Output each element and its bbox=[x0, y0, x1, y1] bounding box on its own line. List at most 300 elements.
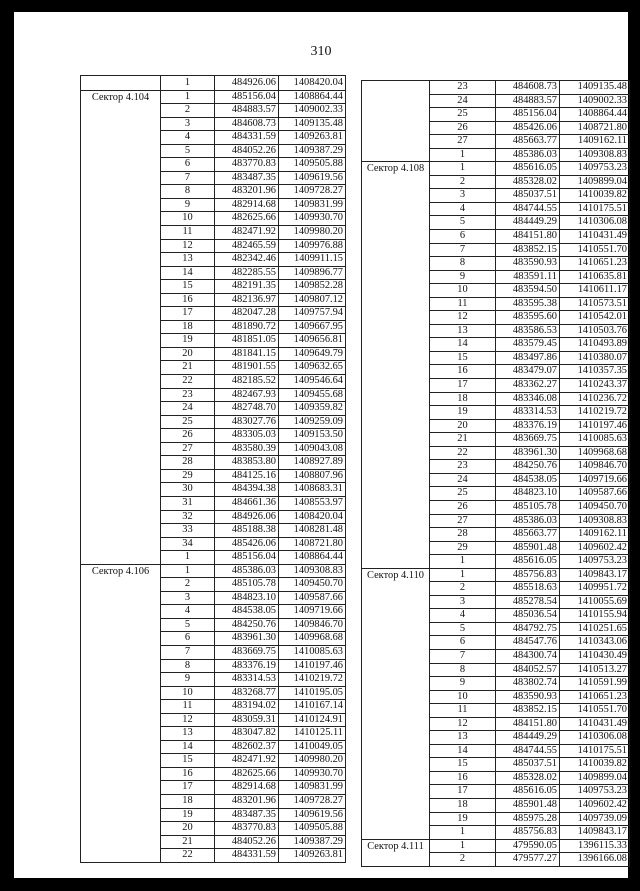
x-coordinate: 483770.83 bbox=[215, 158, 279, 172]
y-coordinate: 1410125.11 bbox=[279, 727, 346, 741]
y-coordinate: 1410306.08 bbox=[560, 216, 630, 230]
y-coordinate: 1409135.48 bbox=[560, 81, 630, 95]
point-number: 10 bbox=[430, 690, 496, 704]
point-number: 3 bbox=[430, 595, 496, 609]
y-coordinate: 1409968.68 bbox=[279, 632, 346, 646]
y-coordinate: 1410175.51 bbox=[560, 202, 630, 216]
point-number: 10 bbox=[161, 686, 215, 700]
x-coordinate: 482185.52 bbox=[215, 375, 279, 389]
sector-label: Сектор 4.104 bbox=[81, 90, 161, 564]
y-coordinate: 1409619.56 bbox=[279, 171, 346, 185]
x-coordinate: 483201.96 bbox=[215, 185, 279, 199]
point-number: 25 bbox=[430, 487, 496, 501]
y-coordinate: 1409505.88 bbox=[279, 158, 346, 172]
x-coordinate: 484792.75 bbox=[496, 622, 560, 636]
point-number: 21 bbox=[161, 835, 215, 849]
x-coordinate: 481890.72 bbox=[215, 320, 279, 334]
y-coordinate: 1408420.04 bbox=[279, 510, 346, 524]
x-coordinate: 484052.57 bbox=[496, 663, 560, 677]
y-coordinate: 1409930.70 bbox=[279, 767, 346, 781]
y-coordinate: 1410551.70 bbox=[560, 243, 630, 257]
y-coordinate: 1410357.35 bbox=[560, 365, 630, 379]
y-coordinate: 1410343.06 bbox=[560, 636, 630, 650]
x-coordinate: 485386.03 bbox=[496, 514, 560, 528]
x-coordinate: 485426.06 bbox=[215, 537, 279, 551]
x-coordinate: 485663.77 bbox=[496, 528, 560, 542]
y-coordinate: 1409951.72 bbox=[560, 582, 630, 596]
y-coordinate: 1409980.20 bbox=[279, 226, 346, 240]
x-coordinate: 484331.59 bbox=[215, 849, 279, 863]
point-number: 16 bbox=[430, 365, 496, 379]
x-coordinate: 484608.73 bbox=[496, 81, 560, 95]
y-coordinate: 1409632.65 bbox=[279, 361, 346, 375]
y-coordinate: 1409263.81 bbox=[279, 849, 346, 863]
y-coordinate: 1410085.63 bbox=[279, 645, 346, 659]
y-coordinate: 1410573.51 bbox=[560, 297, 630, 311]
point-number: 14 bbox=[161, 740, 215, 754]
y-coordinate: 1409831.99 bbox=[279, 198, 346, 212]
sector-label: Сектор 4.111 bbox=[362, 839, 430, 866]
x-coordinate: 484449.29 bbox=[496, 731, 560, 745]
point-number: 17 bbox=[161, 781, 215, 795]
y-coordinate: 1409911.15 bbox=[279, 253, 346, 267]
point-number: 27 bbox=[430, 514, 496, 528]
point-number: 23 bbox=[430, 460, 496, 474]
x-coordinate: 481851.05 bbox=[215, 334, 279, 348]
x-coordinate: 485616.05 bbox=[496, 785, 560, 799]
y-coordinate: 1409739.09 bbox=[560, 812, 630, 826]
point-number: 24 bbox=[161, 402, 215, 416]
point-number: 7 bbox=[430, 649, 496, 663]
x-coordinate: 483580.39 bbox=[215, 442, 279, 456]
y-coordinate: 1410167.14 bbox=[279, 700, 346, 714]
point-number: 12 bbox=[161, 239, 215, 253]
x-coordinate: 485328.02 bbox=[496, 175, 560, 189]
x-coordinate: 484449.29 bbox=[496, 216, 560, 230]
x-coordinate: 484538.05 bbox=[496, 473, 560, 487]
y-coordinate: 1409546.64 bbox=[279, 375, 346, 389]
x-coordinate: 484883.57 bbox=[215, 104, 279, 118]
point-number: 25 bbox=[430, 108, 496, 122]
table-row bbox=[81, 76, 346, 91]
sector-label bbox=[362, 81, 430, 162]
point-number: 3 bbox=[161, 591, 215, 605]
table-row bbox=[362, 81, 630, 95]
x-coordinate: 485426.06 bbox=[496, 121, 560, 135]
point-number: 16 bbox=[161, 767, 215, 781]
point-number: 19 bbox=[430, 406, 496, 420]
point-number: 5 bbox=[430, 216, 496, 230]
y-coordinate: 1410503.76 bbox=[560, 324, 630, 338]
point-number: 12 bbox=[161, 713, 215, 727]
x-coordinate: 482471.92 bbox=[215, 754, 279, 768]
point-number: 10 bbox=[161, 212, 215, 226]
point-number: 22 bbox=[161, 849, 215, 863]
point-number: 19 bbox=[161, 334, 215, 348]
x-coordinate: 482602.37 bbox=[215, 740, 279, 754]
point-number: 22 bbox=[430, 446, 496, 460]
point-number: 24 bbox=[430, 473, 496, 487]
point-number: 12 bbox=[430, 717, 496, 731]
point-number: 34 bbox=[161, 537, 215, 551]
y-coordinate: 1409846.70 bbox=[279, 618, 346, 632]
point-number: 4 bbox=[430, 202, 496, 216]
point-number: 8 bbox=[430, 663, 496, 677]
y-coordinate: 1409387.29 bbox=[279, 835, 346, 849]
x-coordinate: 484608.73 bbox=[215, 117, 279, 131]
x-coordinate: 483591.11 bbox=[496, 270, 560, 284]
point-number: 31 bbox=[161, 496, 215, 510]
x-coordinate: 483314.53 bbox=[215, 673, 279, 687]
x-coordinate: 483669.75 bbox=[496, 433, 560, 447]
y-coordinate: 1409308.83 bbox=[279, 564, 346, 578]
x-coordinate: 484744.55 bbox=[496, 202, 560, 216]
x-coordinate: 485188.38 bbox=[215, 524, 279, 538]
y-coordinate: 1410175.51 bbox=[560, 744, 630, 758]
table-row bbox=[362, 162, 630, 176]
x-coordinate: 483376.19 bbox=[215, 659, 279, 673]
y-coordinate: 1409162.11 bbox=[560, 528, 630, 542]
y-coordinate: 1409162.11 bbox=[560, 135, 630, 149]
x-coordinate: 482471.92 bbox=[215, 226, 279, 240]
point-number: 11 bbox=[430, 704, 496, 718]
point-number: 11 bbox=[161, 700, 215, 714]
point-number: 11 bbox=[161, 226, 215, 240]
y-coordinate: 1408864.44 bbox=[560, 108, 630, 122]
point-number: 18 bbox=[430, 798, 496, 812]
x-coordinate: 479577.27 bbox=[496, 853, 560, 867]
x-coordinate: 484883.57 bbox=[496, 94, 560, 108]
x-coordinate: 485328.02 bbox=[496, 771, 560, 785]
point-number: 14 bbox=[430, 744, 496, 758]
y-coordinate: 1409455.68 bbox=[279, 388, 346, 402]
point-number: 1 bbox=[430, 555, 496, 569]
x-coordinate: 483595.60 bbox=[496, 311, 560, 325]
y-coordinate: 1409896.77 bbox=[279, 266, 346, 280]
y-coordinate: 1408721.80 bbox=[560, 121, 630, 135]
point-number: 12 bbox=[430, 311, 496, 325]
point-number: 8 bbox=[161, 659, 215, 673]
x-coordinate: 485975.28 bbox=[496, 812, 560, 826]
point-number: 21 bbox=[430, 433, 496, 447]
y-coordinate: 1410251.65 bbox=[560, 622, 630, 636]
point-number: 27 bbox=[430, 135, 496, 149]
point-number: 6 bbox=[430, 230, 496, 244]
point-number: 10 bbox=[430, 284, 496, 298]
y-coordinate: 1409450.70 bbox=[279, 578, 346, 592]
x-coordinate: 484538.05 bbox=[215, 605, 279, 619]
point-number: 6 bbox=[161, 632, 215, 646]
point-number: 2 bbox=[430, 853, 496, 867]
y-coordinate: 1409602.42 bbox=[560, 541, 630, 555]
y-coordinate: 1409899.04 bbox=[560, 771, 630, 785]
point-number: 1 bbox=[430, 568, 496, 582]
y-coordinate: 1409852.28 bbox=[279, 280, 346, 294]
x-coordinate: 485156.04 bbox=[496, 108, 560, 122]
point-number: 29 bbox=[161, 469, 215, 483]
point-number: 6 bbox=[430, 636, 496, 650]
x-coordinate: 483497.86 bbox=[496, 351, 560, 365]
y-coordinate: 1410591.99 bbox=[560, 677, 630, 691]
x-coordinate: 479590.05 bbox=[496, 839, 560, 853]
point-number: 23 bbox=[430, 81, 496, 95]
y-coordinate: 1396166.08 bbox=[560, 853, 630, 867]
point-number: 18 bbox=[430, 392, 496, 406]
point-number: 1 bbox=[161, 551, 215, 565]
point-number: 2 bbox=[430, 582, 496, 596]
x-coordinate: 482285.55 bbox=[215, 266, 279, 280]
y-coordinate: 1410243.37 bbox=[560, 379, 630, 393]
point-number: 33 bbox=[161, 524, 215, 538]
x-coordinate: 483594.50 bbox=[496, 284, 560, 298]
point-number: 17 bbox=[430, 785, 496, 799]
point-number: 20 bbox=[161, 822, 215, 836]
y-coordinate: 1410493.89 bbox=[560, 338, 630, 352]
table-row bbox=[362, 839, 630, 853]
point-number: 5 bbox=[161, 144, 215, 158]
y-coordinate: 1410197.46 bbox=[560, 419, 630, 433]
point-number: 11 bbox=[430, 297, 496, 311]
x-coordinate: 484052.26 bbox=[215, 835, 279, 849]
y-coordinate: 1408864.44 bbox=[279, 551, 346, 565]
point-number: 26 bbox=[430, 121, 496, 135]
y-coordinate: 1409757.94 bbox=[279, 307, 346, 321]
x-coordinate: 483201.96 bbox=[215, 794, 279, 808]
y-coordinate: 1409619.56 bbox=[279, 808, 346, 822]
point-number: 7 bbox=[161, 171, 215, 185]
y-coordinate: 1409976.88 bbox=[279, 239, 346, 253]
y-coordinate: 1409753.23 bbox=[560, 555, 630, 569]
x-coordinate: 482748.70 bbox=[215, 402, 279, 416]
x-coordinate: 483346.08 bbox=[496, 392, 560, 406]
y-coordinate: 1409728.27 bbox=[279, 794, 346, 808]
x-coordinate: 482625.66 bbox=[215, 212, 279, 226]
x-coordinate: 484926.06 bbox=[215, 510, 279, 524]
y-coordinate: 1410195.05 bbox=[279, 686, 346, 700]
y-coordinate: 1409753.23 bbox=[560, 785, 630, 799]
x-coordinate: 483590.93 bbox=[496, 690, 560, 704]
point-number: 2 bbox=[161, 104, 215, 118]
x-coordinate: 485756.83 bbox=[496, 568, 560, 582]
point-number: 2 bbox=[161, 578, 215, 592]
y-coordinate: 1409002.33 bbox=[560, 94, 630, 108]
sector-label: Сектор 4.108 bbox=[362, 162, 430, 568]
point-number: 16 bbox=[430, 771, 496, 785]
x-coordinate: 483487.35 bbox=[215, 808, 279, 822]
x-coordinate: 481901.55 bbox=[215, 361, 279, 375]
point-number: 29 bbox=[430, 541, 496, 555]
x-coordinate: 484394.38 bbox=[215, 483, 279, 497]
y-coordinate: 1408721.80 bbox=[279, 537, 346, 551]
x-coordinate: 485386.03 bbox=[215, 564, 279, 578]
x-coordinate: 484151.80 bbox=[496, 717, 560, 731]
point-number: 2 bbox=[430, 175, 496, 189]
x-coordinate: 484250.76 bbox=[215, 618, 279, 632]
y-coordinate: 1410651.23 bbox=[560, 690, 630, 704]
point-number: 9 bbox=[161, 198, 215, 212]
x-coordinate: 484823.10 bbox=[215, 591, 279, 605]
point-number: 1 bbox=[161, 90, 215, 104]
y-coordinate: 1410039.82 bbox=[560, 189, 630, 203]
y-coordinate: 1410306.08 bbox=[560, 731, 630, 745]
x-coordinate: 485036.54 bbox=[496, 609, 560, 623]
point-number: 17 bbox=[161, 307, 215, 321]
table-row bbox=[81, 564, 346, 578]
x-coordinate: 483314.53 bbox=[496, 406, 560, 420]
point-number: 24 bbox=[430, 94, 496, 108]
x-coordinate: 483770.83 bbox=[215, 822, 279, 836]
y-coordinate: 1409450.70 bbox=[560, 500, 630, 514]
sector-label: Сектор 4.106 bbox=[81, 564, 161, 862]
point-number: 15 bbox=[430, 758, 496, 772]
point-number: 1 bbox=[161, 76, 215, 91]
y-coordinate: 1408927.89 bbox=[279, 456, 346, 470]
point-number: 20 bbox=[161, 347, 215, 361]
point-number: 8 bbox=[161, 185, 215, 199]
x-coordinate: 484331.59 bbox=[215, 131, 279, 145]
x-coordinate: 483961.30 bbox=[215, 632, 279, 646]
y-coordinate: 1410513.27 bbox=[560, 663, 630, 677]
y-coordinate: 1410430.49 bbox=[560, 649, 630, 663]
point-number: 3 bbox=[430, 189, 496, 203]
y-coordinate: 1410611.17 bbox=[560, 284, 630, 298]
y-coordinate: 1410431.49 bbox=[560, 717, 630, 731]
x-coordinate: 483852.15 bbox=[496, 704, 560, 718]
point-number: 1 bbox=[430, 826, 496, 840]
x-coordinate: 485278.54 bbox=[496, 595, 560, 609]
x-coordinate: 482136.97 bbox=[215, 293, 279, 307]
x-coordinate: 482342.46 bbox=[215, 253, 279, 267]
point-number: 18 bbox=[161, 320, 215, 334]
coordinates-table-right bbox=[361, 80, 630, 867]
y-coordinate: 1409002.33 bbox=[279, 104, 346, 118]
y-coordinate: 1410085.63 bbox=[560, 433, 630, 447]
x-coordinate: 483669.75 bbox=[215, 645, 279, 659]
point-number: 30 bbox=[161, 483, 215, 497]
y-coordinate: 1409043.08 bbox=[279, 442, 346, 456]
coordinates-table-left bbox=[80, 75, 346, 863]
point-number: 3 bbox=[161, 117, 215, 131]
x-coordinate: 484151.80 bbox=[496, 230, 560, 244]
y-coordinate: 1409807.12 bbox=[279, 293, 346, 307]
x-coordinate: 484300.74 bbox=[496, 649, 560, 663]
x-coordinate: 485901.48 bbox=[496, 541, 560, 555]
y-coordinate: 1409387.29 bbox=[279, 144, 346, 158]
x-coordinate: 482914.68 bbox=[215, 198, 279, 212]
x-coordinate: 485105.78 bbox=[496, 500, 560, 514]
point-number: 1 bbox=[430, 839, 496, 853]
x-coordinate: 483027.76 bbox=[215, 415, 279, 429]
y-coordinate: 1409667.95 bbox=[279, 320, 346, 334]
point-number: 4 bbox=[161, 131, 215, 145]
y-coordinate: 1409719.66 bbox=[560, 473, 630, 487]
point-number: 13 bbox=[161, 253, 215, 267]
point-number: 1 bbox=[430, 162, 496, 176]
x-coordinate: 485037.51 bbox=[496, 758, 560, 772]
point-number: 13 bbox=[161, 727, 215, 741]
x-coordinate: 485105.78 bbox=[215, 578, 279, 592]
y-coordinate: 1410431.49 bbox=[560, 230, 630, 244]
point-number: 9 bbox=[430, 270, 496, 284]
y-coordinate: 1409359.82 bbox=[279, 402, 346, 416]
x-coordinate: 484125.16 bbox=[215, 469, 279, 483]
x-coordinate: 482047.28 bbox=[215, 307, 279, 321]
y-coordinate: 1409308.83 bbox=[560, 514, 630, 528]
table-row bbox=[81, 90, 346, 104]
point-number: 6 bbox=[161, 158, 215, 172]
x-coordinate: 482914.68 bbox=[215, 781, 279, 795]
point-number: 14 bbox=[430, 338, 496, 352]
y-coordinate: 1410124.91 bbox=[279, 713, 346, 727]
y-coordinate: 1409843.17 bbox=[560, 568, 630, 582]
y-coordinate: 1409980.20 bbox=[279, 754, 346, 768]
point-number: 8 bbox=[430, 257, 496, 271]
x-coordinate: 485518.63 bbox=[496, 582, 560, 596]
x-coordinate: 483362.27 bbox=[496, 379, 560, 393]
y-coordinate: 1408807.96 bbox=[279, 469, 346, 483]
point-number: 9 bbox=[430, 677, 496, 691]
point-number: 5 bbox=[161, 618, 215, 632]
point-number: 9 bbox=[161, 673, 215, 687]
point-number: 18 bbox=[161, 794, 215, 808]
y-coordinate: 1410542.01 bbox=[560, 311, 630, 325]
y-coordinate: 1410039.82 bbox=[560, 758, 630, 772]
point-number: 25 bbox=[161, 415, 215, 429]
page-number: 310 bbox=[310, 44, 332, 59]
sector-label: Сектор 4.110 bbox=[362, 568, 430, 839]
point-number: 4 bbox=[161, 605, 215, 619]
point-number: 28 bbox=[161, 456, 215, 470]
x-coordinate: 483961.30 bbox=[496, 446, 560, 460]
y-coordinate: 1409602.42 bbox=[560, 798, 630, 812]
point-number: 5 bbox=[430, 622, 496, 636]
y-coordinate: 1409587.66 bbox=[279, 591, 346, 605]
y-coordinate: 1396115.33 bbox=[560, 839, 630, 853]
point-number: 15 bbox=[161, 754, 215, 768]
x-coordinate: 485756.83 bbox=[496, 826, 560, 840]
x-coordinate: 484744.55 bbox=[496, 744, 560, 758]
y-coordinate: 1409135.48 bbox=[279, 117, 346, 131]
point-number: 13 bbox=[430, 324, 496, 338]
x-coordinate: 482191.35 bbox=[215, 280, 279, 294]
y-coordinate: 1409505.88 bbox=[279, 822, 346, 836]
x-coordinate: 484823.10 bbox=[496, 487, 560, 501]
x-coordinate: 482467.93 bbox=[215, 388, 279, 402]
x-coordinate: 485616.05 bbox=[496, 162, 560, 176]
document-page bbox=[14, 12, 628, 878]
point-number: 26 bbox=[161, 429, 215, 443]
point-number: 16 bbox=[161, 293, 215, 307]
x-coordinate: 485901.48 bbox=[496, 798, 560, 812]
x-coordinate: 484547.76 bbox=[496, 636, 560, 650]
x-coordinate: 483479.07 bbox=[496, 365, 560, 379]
y-coordinate: 1409846.70 bbox=[560, 460, 630, 474]
y-coordinate: 1409930.70 bbox=[279, 212, 346, 226]
y-coordinate: 1409899.04 bbox=[560, 175, 630, 189]
point-number: 15 bbox=[161, 280, 215, 294]
x-coordinate: 483590.93 bbox=[496, 257, 560, 271]
point-number: 21 bbox=[161, 361, 215, 375]
y-coordinate: 1409259.09 bbox=[279, 415, 346, 429]
x-coordinate: 483595.38 bbox=[496, 297, 560, 311]
x-coordinate: 485616.05 bbox=[496, 555, 560, 569]
x-coordinate: 483047.82 bbox=[215, 727, 279, 741]
y-coordinate: 1408553.97 bbox=[279, 496, 346, 510]
x-coordinate: 482625.66 bbox=[215, 767, 279, 781]
y-coordinate: 1410219.72 bbox=[279, 673, 346, 687]
point-number: 7 bbox=[161, 645, 215, 659]
y-coordinate: 1410551.70 bbox=[560, 704, 630, 718]
